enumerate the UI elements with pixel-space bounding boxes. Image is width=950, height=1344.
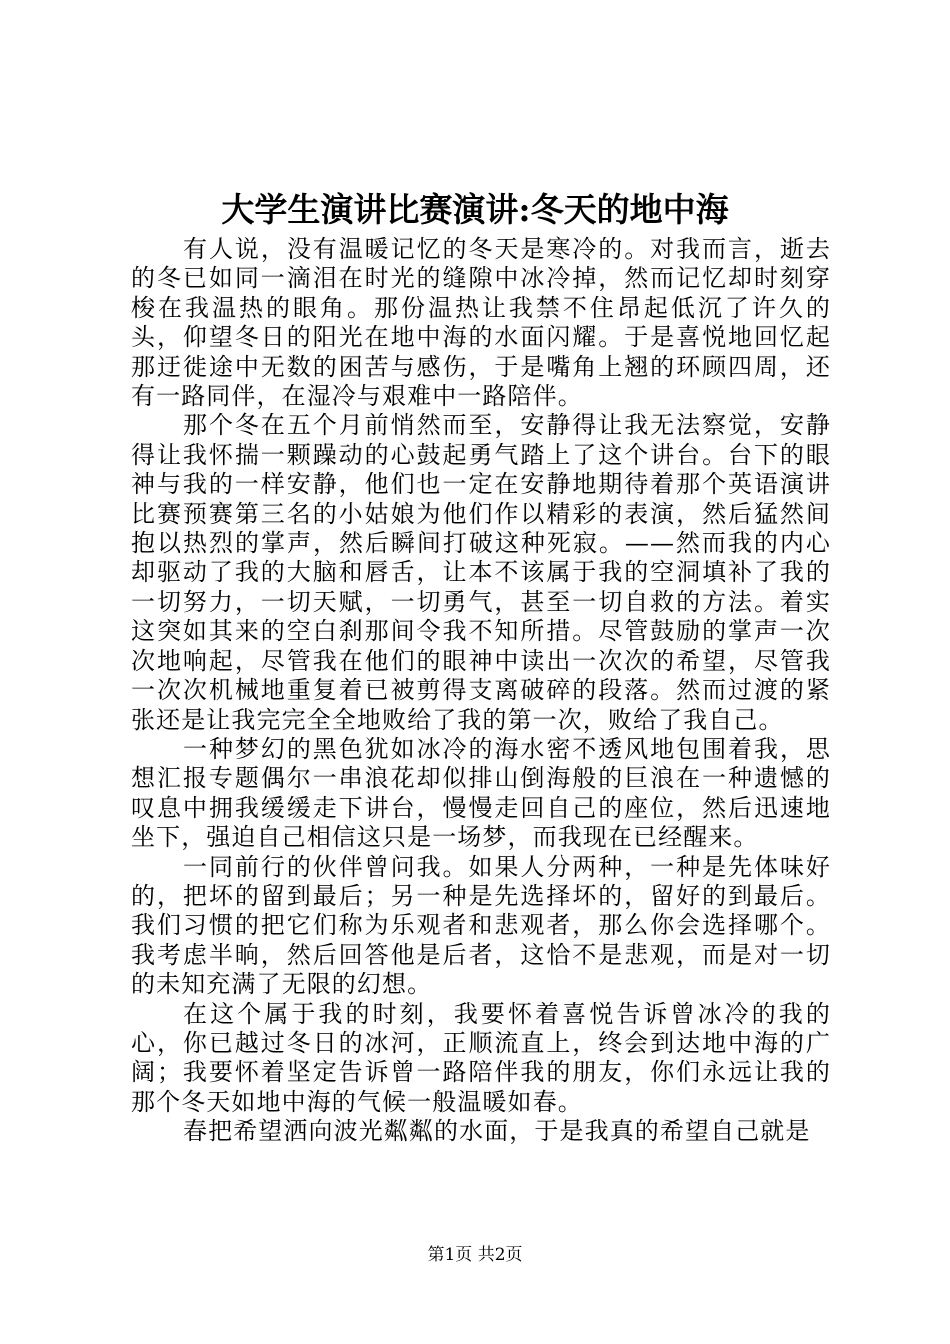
document-body xyxy=(131,235,831,1147)
paragraph-3: 一种梦幻的黑色犹如冰冷的海水密不透风地包围着我，思想汇报专题偶尔一串浪花却似排山倒海般的巨浪在一种遗憾的叹息中拥我缓缓走下讲台，慢慢走回自己的座位，然后迅速地坐下，强迫自己相信这只是一场梦，而我现在已经醒来。 xyxy=(131,734,831,852)
page-footer xyxy=(0,1243,950,1267)
document-title: 大学生演讲比赛演讲:冬天的地中海 xyxy=(221,190,729,229)
paragraph-1: 有人说，没有温暖记忆的冬天是寒冷的。对我而言，逝去的冬已如同一滴泪在时光的缝隙中冰冷掉，然而记忆却时刻穿梭在我温热的眼角。那份温热让我禁不住昂起低沉了许久的头，仰望冬日的阳光在地中海的水面闪耀。于是喜悦地回忆起那迂徙途中无数的困苦与感伤，于是嘴角上翘的环顾四周，还有一路同伴，在湿冷与艰难中一路陪伴。 xyxy=(131,235,831,411)
page-total: 共2页 xyxy=(477,1245,523,1265)
paragraph-6: 春把希望洒向波光粼粼的水面，于是我真的希望自己就是 xyxy=(183,1117,811,1146)
paragraph-4: 一同前行的伙伴曾问我。如果人分两种，一种是先体味好的，把坏的留到最后；另一种是先选择坏的，留好的到最后。我们习惯的把它们称为乐观者和悲观者，那么你会选择哪个。我考虑半晌，然后回答他是后者，这恰不是悲观，而是对一切的未知充满了无限的幻想。 xyxy=(131,852,831,999)
paragraph-2: 那个冬在五个月前悄然而至，安静得让我无法察觉，安静得让我怀揣一颗躁动的心鼓起勇气踏上了这个讲台。台下的眼神与我的一样安静，他们也一定在安静地期待着那个英语演讲比赛预赛第三名的小姑娘为他们作以精彩的表演，然后猛然间抱以热烈的掌声，然后瞬间打破这种死寂。——然而我的内心却驱动了我的大脑和唇舌，让本不该属于我的空洞填补了我的一切努力，一切天赋，一切勇气，甚至一切自救的方法。着实这突如其来的空白刹那间令我不知所措。尽管鼓励的掌声一次次地响起，尽管我在他们的眼神中读出一次次的希望，尽管我一次次机械地重复着已被剪得支离破碎的段落。然而过渡的紧张还是让我完完全全地败给了我的第一次，败给了我自己。 xyxy=(131,411,831,734)
page-number: 第1页 xyxy=(427,1245,473,1265)
paragraph-5: 在这个属于我的时刻，我要怀着喜悦告诉曾冰冷的我的心，你已越过冬日的冰河，正顺流直上，终会到达地中海的广阔；我要怀着坚定告诉曾一路陪伴我的朋友，你们永远让我的那个冬天如地中海的气候一般温暖如春。 xyxy=(131,999,831,1116)
